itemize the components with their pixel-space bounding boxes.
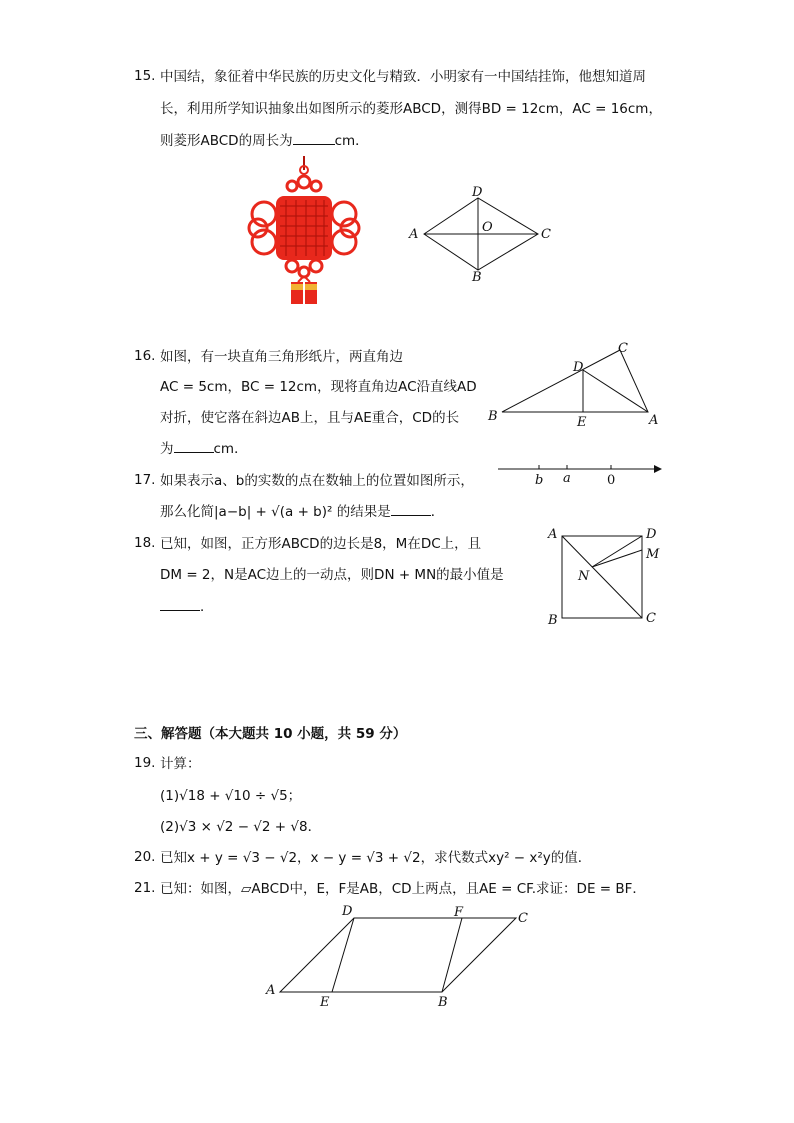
- q16-line3: 对折，使它落在斜边AB上，且与AE重合，CD的长: [160, 410, 460, 426]
- label-C: C: [618, 341, 628, 356]
- label-B: B: [488, 409, 498, 424]
- answer-blank: [293, 132, 335, 145]
- parallelogram-diagram: [262, 902, 542, 1012]
- q20-line1: 已知x + y = √3 − √2，x − y = √3 + √2，求代数式xy² − x²y的值．: [160, 850, 592, 866]
- q15-line1: 中国结，象征着中华民族的历史文化与精致．小明家有一中国结挂饰，他想知道周: [160, 69, 646, 85]
- label-A: A: [649, 413, 659, 428]
- q15-line3-text: 则菱形ABCD的周长为: [160, 133, 293, 149]
- q16-number: 16.: [134, 348, 156, 364]
- q20-number: 20.: [134, 849, 156, 865]
- label-D: D: [646, 527, 657, 542]
- q21-line1: 已知：如图，▱ABCD中，E，F是AB，CD上两点，且AE = CF.求证：DE = BF．: [160, 881, 646, 897]
- q18-line2: DM = 2，N是AC边上的一动点，则DN + MN的最小值是: [160, 567, 504, 583]
- label-C: C: [518, 911, 528, 926]
- q16-line4: [160, 440, 248, 458]
- q21-number: 21.: [134, 880, 156, 896]
- section-heading: 三、解答题（本大题共 10 小题，共 59 分）: [134, 726, 407, 742]
- rhombus-diagram: [404, 184, 564, 284]
- right-triangle-fold-diagram: [484, 338, 664, 432]
- label-M: M: [646, 547, 660, 562]
- label-N: N: [578, 569, 590, 584]
- label-zero: 0: [607, 473, 616, 488]
- answer-blank: [391, 503, 431, 516]
- label-C: C: [541, 227, 551, 242]
- label-D: D: [472, 185, 483, 200]
- q19-part2: (2)√3 × √2 − √2 + √8．: [160, 819, 322, 835]
- label-A: A: [266, 983, 276, 998]
- q17-line2: [160, 503, 444, 521]
- q19-line1: 计算：: [160, 756, 201, 772]
- square-diagram: [544, 524, 664, 628]
- answer-blank: [160, 598, 200, 611]
- label-b: b: [535, 473, 544, 488]
- q16-line4-text: 为: [160, 441, 174, 457]
- q17-number: 17.: [134, 472, 156, 488]
- q19-number: 19.: [134, 755, 156, 771]
- q18-period: ．: [200, 599, 214, 615]
- q18-line3: [160, 598, 214, 616]
- q16-line1: 如图，有一块直角三角形纸片，两直角边: [160, 349, 403, 365]
- label-C: C: [646, 611, 656, 626]
- label-A: A: [409, 227, 419, 242]
- answer-blank: [174, 440, 214, 453]
- label-B: B: [472, 270, 482, 284]
- q15-line2: 长，利用所学知识抽象出如图所示的菱形ABCD，测得BD = 12cm，AC = 16cm，: [160, 101, 662, 117]
- q16-unit: cm．: [213, 441, 248, 457]
- q15-unit: cm．: [334, 133, 369, 149]
- q15-number: 15.: [134, 68, 156, 84]
- q17-line1: 如果表示a、b的实数的点在数轴上的位置如图所示，: [160, 473, 474, 489]
- label-B: B: [438, 995, 448, 1010]
- q16-line2: AC = 5cm，BC = 12cm，现将直角边AC沿直线AD: [160, 379, 477, 395]
- label-D: D: [342, 904, 353, 919]
- q18-line1: 已知，如图，正方形ABCD的边长是8，M在DC上，且: [160, 536, 482, 552]
- label-O: O: [482, 220, 493, 235]
- q17-period: ．: [430, 504, 445, 520]
- q15-line3: [160, 132, 369, 150]
- label-a: a: [563, 471, 571, 486]
- q18-number: 18.: [134, 535, 156, 551]
- label-A: A: [548, 527, 558, 542]
- label-B: B: [548, 613, 558, 628]
- q19-part1: (1)√18 + √10 ÷ √5；: [160, 788, 302, 804]
- chinese-knot-image: [244, 156, 364, 308]
- number-line-diagram: [496, 458, 666, 492]
- label-E: E: [577, 415, 587, 430]
- label-E: E: [320, 995, 330, 1010]
- label-D: D: [573, 360, 584, 375]
- q17-line2-text: 那么化简|a−b| + √(a + b)² 的结果是: [160, 504, 391, 520]
- label-F: F: [454, 905, 464, 920]
